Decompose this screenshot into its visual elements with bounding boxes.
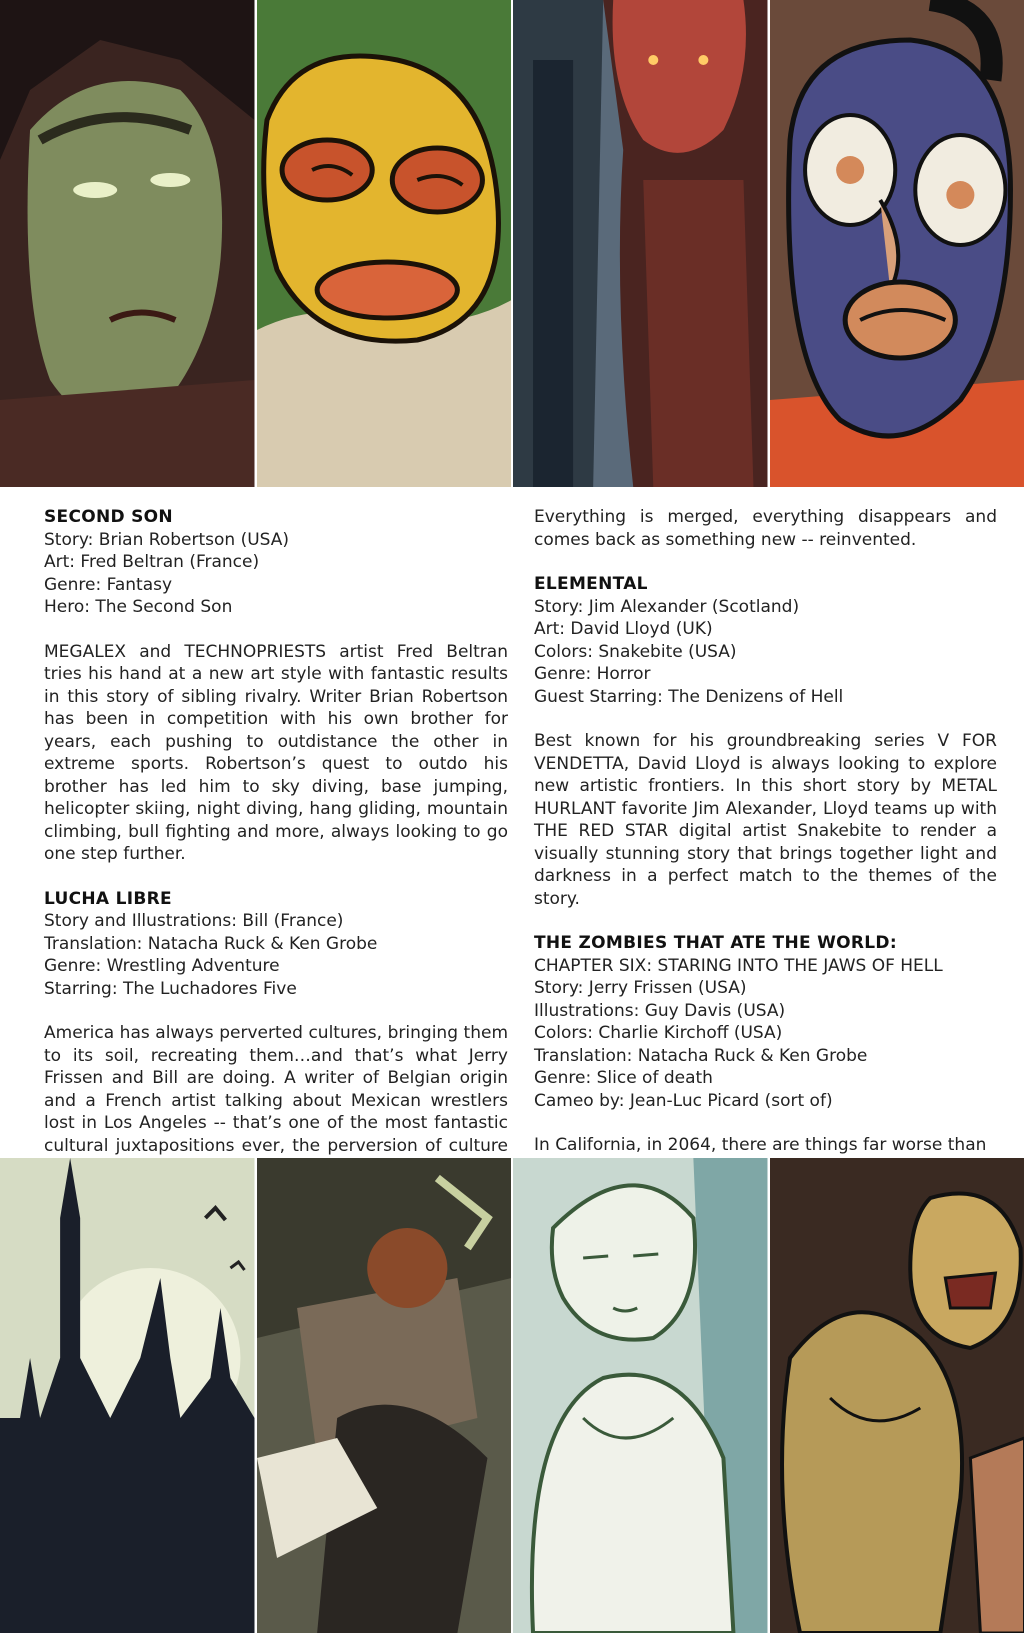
credit-line: Story: Brian Robertson (USA): [44, 529, 290, 550]
red-faced-demon-icon: [513, 0, 768, 487]
second-son-title: SECOND SON: [44, 507, 173, 527]
credit-line: Genre: Slice of death: [534, 1068, 713, 1088]
credit-line: Genre: Wrestling Adventure: [44, 956, 280, 976]
blue-luchador-mask-icon: [770, 0, 1024, 487]
bottom-art-strip: [0, 1158, 1024, 1633]
falling-zombie-icon: [257, 1158, 512, 1633]
gothic-castle-icon: [0, 1158, 255, 1633]
credit-line: Starring: The Luchadores Five: [44, 978, 297, 999]
zombies-description: In California, in 2064, there are things far worse than: [534, 1135, 987, 1155]
credit-line: Genre: Horror: [534, 664, 651, 684]
zombies-chapter-subtitle: CHAPTER SIX: STARING INTO THE JAWS OF HELL: [534, 955, 943, 976]
credit-line: Art: Fred Beltran (France): [44, 552, 260, 572]
article-body: [0, 487, 1024, 1158]
brooding-hero-portrait-icon: [0, 0, 255, 487]
credit-line: Guest Starring: The Denizens of Hell: [534, 686, 844, 707]
rotting-zombie-icon: [770, 1158, 1024, 1633]
credit-line: Illustrations: Guy Davis (USA): [534, 1000, 786, 1021]
credit-line: Translation: Natacha Ruck & Ken Grobe: [44, 933, 378, 954]
elemental-description: Best known for his groundbreaking series V FOR VENDETTA, David Lloyd is always looking to explore new artistic frontiers. In this short story by METAL HURLANT favorite Jim Alexander, Lloyd teams up with THE RED STAR digital artist Snakebite to render a visually stunning story that brings together light and darkness in a perfect match to the themes of the story.: [534, 731, 997, 909]
elemental-panel: [511, 0, 768, 487]
zombies-title: THE ZOMBIES THAT ATE THE WORLD:: [534, 933, 897, 953]
lucha-libre-blue-mask-panel: [768, 0, 1024, 487]
credit-line: Colors: Snakebite (USA): [534, 641, 737, 662]
zombie-monster-panel: [768, 1158, 1024, 1633]
zombies-section: [534, 932, 997, 1157]
top-art-strip: [0, 0, 1024, 487]
credit-line: Colors: Charlie Kirchoff (USA): [534, 1023, 783, 1043]
elemental-section: [534, 573, 997, 910]
lucha-libre-section: [44, 888, 508, 1180]
credit-line: Art: David Lloyd (UK): [534, 619, 713, 639]
zombie-fight-panel: [255, 1158, 512, 1633]
credit-line: Story: Jim Alexander (Scotland): [534, 596, 800, 617]
elemental-title: ELEMENTAL: [534, 574, 648, 594]
credit-line: Story and Illustrations: Bill (France): [44, 911, 344, 931]
credit-line: Translation: Natacha Ruck & Ken Grobe: [534, 1045, 868, 1066]
yellow-luchador-mask-icon: [257, 0, 512, 487]
credit-line: Story: Jerry Frissen (USA): [534, 978, 747, 998]
line-art-woman-icon: [513, 1158, 768, 1633]
second-son-description: MEGALEX and TECHNOPRIESTS artist Fred Beltran tries his hand at a new art style with fantastic results in this story of sibling rivalry. Writer Brian Robertson has been in competition with his own brother for years, each pushing to outdistance the other in extreme sports. Robertson’s quest to outdo his brother has led him to sky diving, base jumping, helicopter skiing, night diving, hang gliding, mountain climbing, bull fighting and more, always looking to go one step further.: [44, 641, 508, 864]
second-son-panel: [0, 0, 255, 487]
lucha-libre-continuation: Everything is merged, everything disappears and comes back as something new -- reinvented.: [534, 507, 997, 550]
credit-line: Genre: Fantasy: [44, 574, 173, 595]
lucha-libre-description: America has always perverted cultures, bringing them to its soil, recreating them…and that’s what Jerry Frissen and Bill are doing. A writer of Belgian origin and a French artist talking about Mexican wrestlers lost in Los Angeles -- that’s one of the most fantastic cultural juxtapositions ever, the perversion of culture: [44, 1023, 508, 1156]
lucha-libre-yellow-mask-panel: [255, 0, 512, 487]
credit-line: Hero: The Second Son: [44, 597, 233, 617]
lucha-libre-title: LUCHA LIBRE: [44, 888, 172, 909]
second-son-section: [44, 506, 508, 866]
credit-line: Cameo by: Jean-Luc Picard (sort of): [534, 1090, 833, 1111]
left-column: [44, 506, 508, 1180]
right-column: [534, 506, 997, 1157]
castle-panel: [0, 1158, 255, 1633]
sketch-woman-panel: [511, 1158, 768, 1633]
